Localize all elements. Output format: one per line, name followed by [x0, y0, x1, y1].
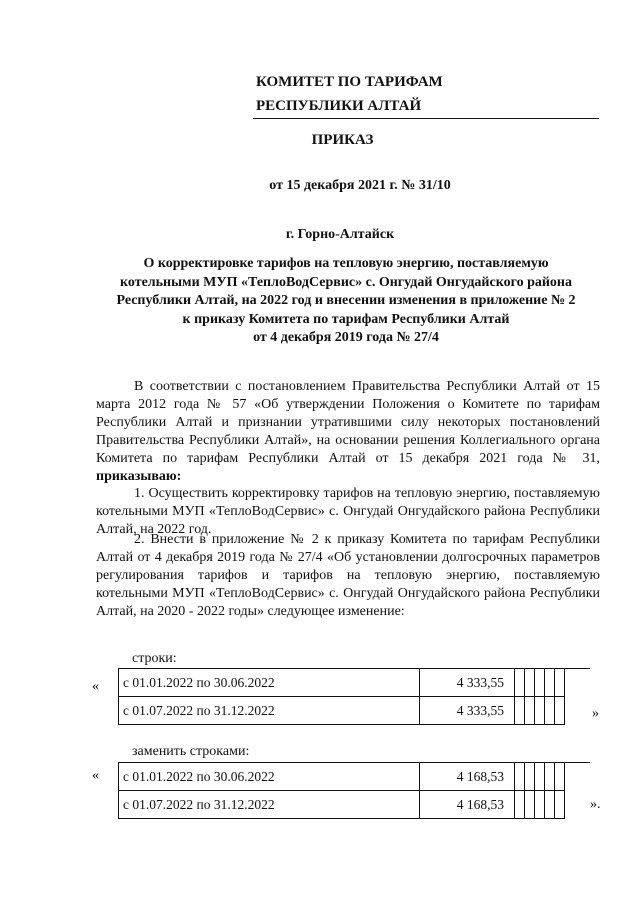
empty-cell [515, 669, 525, 697]
old-rows-table [118, 668, 565, 725]
preamble-paragraph [96, 378, 600, 486]
empty-cell [555, 669, 565, 697]
item-2-paragraph [96, 531, 600, 621]
empty-cell [535, 697, 545, 725]
empty-cell [545, 791, 555, 819]
preamble-order-word: приказываю: [96, 469, 182, 484]
new-rows-table [118, 762, 565, 819]
empty-cell [515, 791, 525, 819]
period-cell: с 01.01.2022 по 30.06.2022 [119, 669, 420, 697]
subject-line: к приказу Комитета по тарифам Республики Алтай [182, 311, 510, 327]
empty-cell [535, 763, 545, 791]
old-rows-label: строки: [132, 651, 177, 666]
subject-line: котельными МУП «ТеплоВодСервис» с. Онгудай Онгудайского района [120, 274, 572, 290]
empty-cell [525, 763, 535, 791]
empty-cell [515, 697, 525, 725]
period-cell: с 01.01.2022 по 30.06.2022 [119, 763, 420, 791]
tariff-value-cell: 4 333,55 [420, 697, 515, 725]
committee-name-line1: КОМИТЕТ ПО ТАРИФАМ [256, 74, 443, 90]
empty-cell [545, 697, 555, 725]
old-rows-open-quote: « [92, 679, 99, 694]
empty-cell [525, 791, 535, 819]
tariff-value-cell: 4 168,53 [420, 763, 515, 791]
old-rows-close-quote: » [592, 706, 599, 721]
document-city: г. Горно-Алтайск [285, 227, 395, 242]
table-row [119, 791, 565, 819]
committee-name-line2: РЕСПУБЛИКИ АЛТАЙ [256, 98, 422, 114]
empty-cell [515, 763, 525, 791]
subject-line: Республики Алтай, на 2022 год и внесении изменения в приложение № 2 [116, 293, 576, 309]
tariff-value-cell: 4 168,53 [420, 791, 515, 819]
new-rows-label: заменить строками: [132, 744, 250, 759]
period-cell: с 01.07.2022 по 31.12.2022 [119, 697, 420, 725]
document-type-title: ПРИКАЗ [311, 132, 374, 148]
table-row [119, 763, 565, 791]
empty-cell [545, 669, 555, 697]
period-cell: с 01.07.2022 по 31.12.2022 [119, 791, 420, 819]
new-rows-open-quote: « [92, 768, 99, 783]
empty-cell [545, 763, 555, 791]
new-rows-close-quote: ». [590, 797, 601, 812]
subject-line: от 4 декабря 2019 года № 27/4 [253, 330, 439, 346]
document-date-number: от 15 декабря 2021 г. № 31/10 [269, 178, 451, 193]
table-row [119, 669, 565, 697]
table-row [119, 697, 565, 725]
empty-cell [535, 669, 545, 697]
empty-cell [525, 669, 535, 697]
empty-cell [555, 697, 565, 725]
item-1-text: 1. Осуществить корректировку тарифов на тепловую энергию, поставляемую котельными МУП «ТеплоВодСервис» с. Онгудай Онгудайского района Республики Алтай, на 2022 год. [96, 486, 600, 537]
empty-cell [535, 791, 545, 819]
document-subject [96, 255, 596, 348]
empty-cell [555, 791, 565, 819]
empty-cell [525, 697, 535, 725]
tariff-value-cell: 4 333,55 [420, 669, 515, 697]
empty-cell [555, 763, 565, 791]
preamble-text: В соответствии с постановлением Правительства Республики Алтай от 15 марта 2012 года № 57 «Об утверждении Положения о Комитете по тарифам Республики Алтай и признании утратившими силу некоторых постановлений Правительства Республики Алтай», на основании решения Коллегиального органа Комитета по тарифам Республики Алтай от 15 декабря 2021 года № 31, [96, 379, 600, 466]
header-underline [253, 118, 599, 119]
item-2-text: 2. Внести в приложение № 2 к приказу Комитета по тарифам Республики Алтай от 4 декабря 2019 года № 27/4 «Об установлении долгосрочных параметров регулирования тарифов и тарифов на тепловую энергию, поставляемую котельными МУП «ТеплоВодСервис» с. Онгудай Онгудайского района Республики Алтай, на 2020 - 2022 годы» следующее изменение: [96, 532, 600, 619]
subject-line: О корректировке тарифов на тепловую энергию, поставляемую [143, 256, 549, 271]
